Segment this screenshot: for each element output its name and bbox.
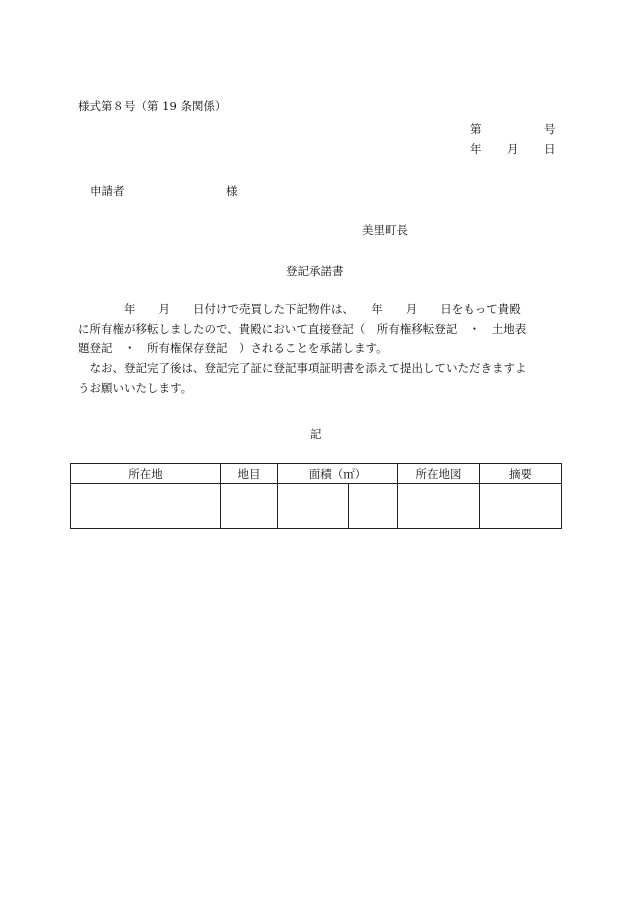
ki-heading: 記 xyxy=(310,427,322,441)
cell-location-map[interactable] xyxy=(398,484,480,529)
header-area: 面積（㎡） xyxy=(278,464,398,484)
date-year: 年 xyxy=(470,142,482,156)
header-remarks: 摘要 xyxy=(480,464,562,484)
body-line: 題登記 ・ 所有権保存登記 ）されることを承諾します。 xyxy=(78,341,388,355)
applicant-honorific: 様 xyxy=(226,184,238,198)
applicant-label: 申請者 xyxy=(90,184,125,198)
body-line: に所有権が移転しましたので、貴殿において直接登記（ 所有権移転登記 ・ 土地表 xyxy=(78,321,527,336)
document-title: 登記承諾書 xyxy=(286,264,344,278)
header-land-category: 地目 xyxy=(221,464,278,484)
cell-area-integer[interactable] xyxy=(278,484,349,529)
table-header-row xyxy=(71,464,562,484)
body-paragraph-1 xyxy=(78,300,558,359)
cell-land-category[interactable] xyxy=(221,484,278,529)
body-line: うお願いいたします。 xyxy=(78,380,193,395)
body-line: 年 月 日付けで売買した下記物件は、 年 月 日をもって貴殿 xyxy=(78,302,521,316)
header-location-map: 所在地図 xyxy=(398,464,480,484)
table-row xyxy=(71,484,562,529)
property-table xyxy=(70,463,562,529)
cell-area-decimal[interactable] xyxy=(349,484,398,529)
body-line: なお、登記完了後は、登記完了証に登記事項証明書を添えて提出していただきますよ xyxy=(78,361,527,375)
header-location: 所在地 xyxy=(71,464,221,484)
document-number-suffix: 号 xyxy=(544,122,556,136)
date-day: 日 xyxy=(544,142,556,156)
body-paragraph-2 xyxy=(78,359,558,398)
cell-location[interactable] xyxy=(71,484,221,529)
date-month: 月 xyxy=(507,142,519,156)
form-number: 様式第８号（第 19 条関係） xyxy=(78,99,227,113)
issuer-name: 美里町長 xyxy=(362,223,408,237)
document-number-prefix: 第 xyxy=(470,122,482,136)
cell-remarks[interactable] xyxy=(480,484,562,529)
